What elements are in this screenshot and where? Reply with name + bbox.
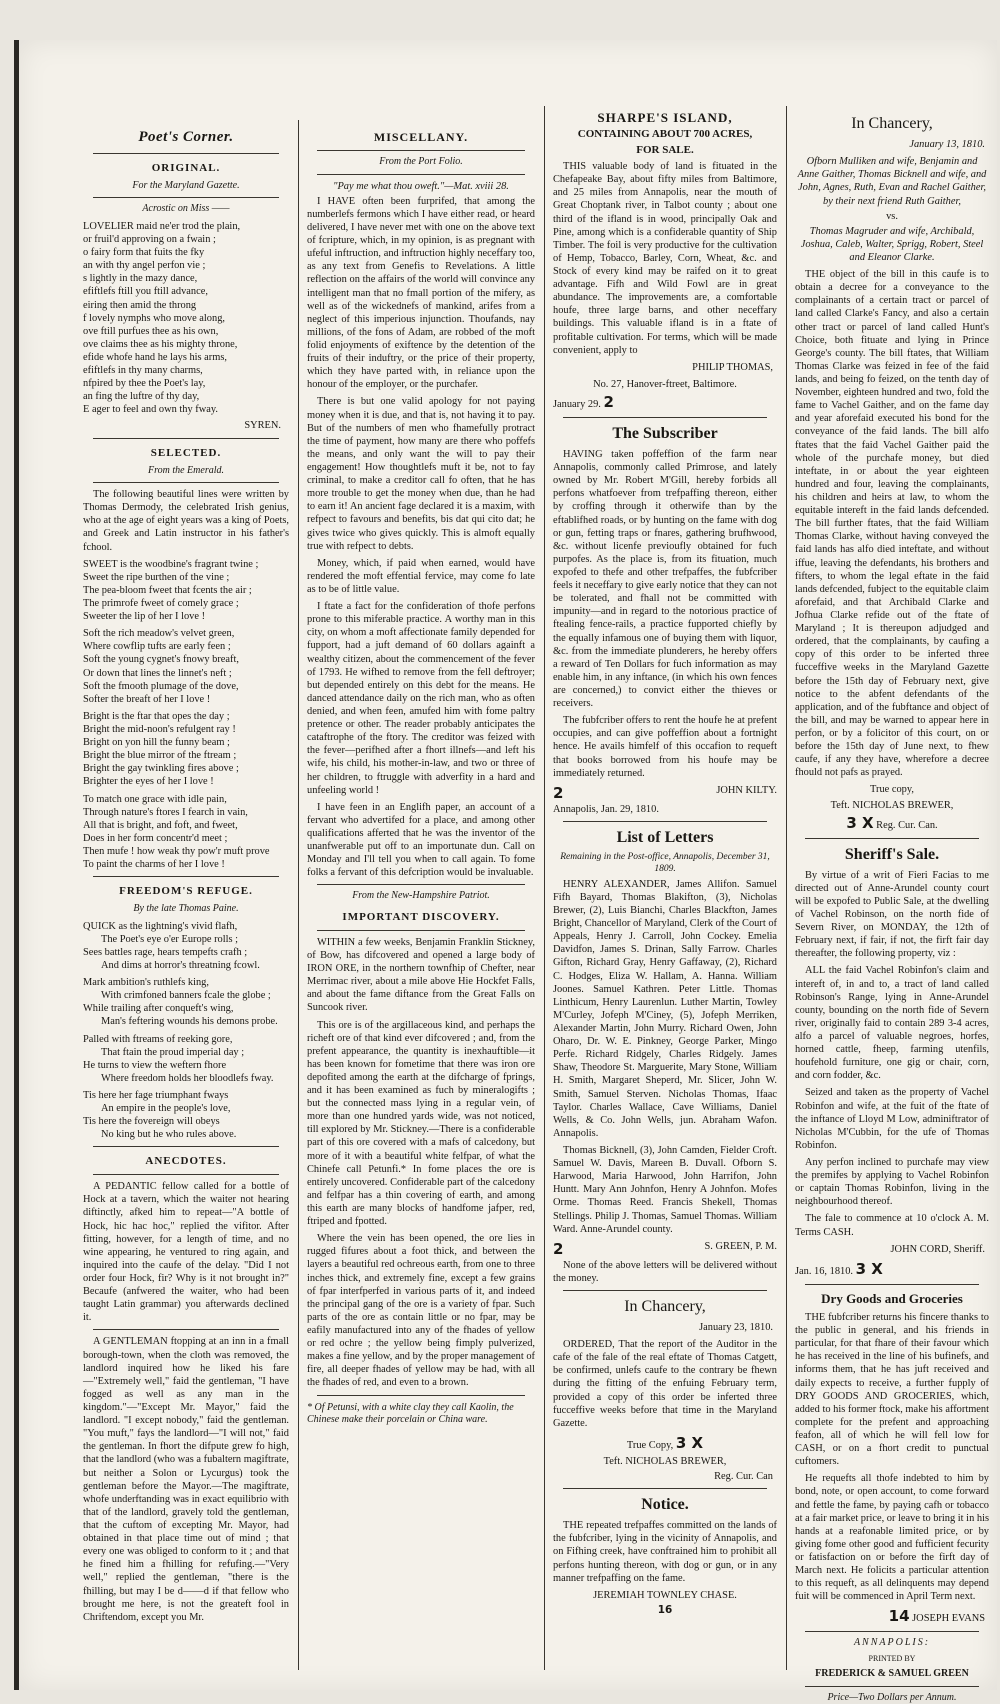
- poem-line: SWEET is the woodbine's fragrant twine ;: [83, 558, 259, 570]
- poem-line: To paint the charms of her I love !: [83, 859, 225, 871]
- letters-list: Thomas Bicknell, (3), John Camden, Fielder Croft. Samuel W. Davis, Mareen B. Duvall. Ofborn S. Harwood, Maria Harwood, John Harrifon, John Huntt. Mary Ann Johnfon, Henry A Johnfon. Mofes Orme. Thomas Reed. Francis Shekell, Thomas Stellings. Philip J. Thomas, Samuel Thomas. William Ward. Anne-Arundel county.: [553, 1145, 777, 1235]
- poets-corner-title: Poet's Corner.: [138, 129, 234, 145]
- goods-heading: Dry Goods and Groceries: [821, 1290, 963, 1306]
- subscriber-heading: The Subscriber: [612, 424, 718, 442]
- ad-text: THIS valuable body of land is fituated in the Chefapeake Bay, about fifty miles from Baltimore, and 25 miles from Annapolis, near the mouth of Great Choptank river, in Talbot county ; about one third of the ifland is in wood, principally Oak and Pine, among which is a confiderable quantity of Ship Timber. The foil is very productive for the cultivation of Hemp, Tobacco, Barley, Corn, Wheat, &c. and Stock of every kind may be raifed on it to great advantage. Fifh and Wild Fowl are in great abundance. The improvements are, a comfortable houfe, three large barns, and other neceffary buildings. This valuable ifland is in a ftate of profitable cultivation. For terms, which will be made convenient, apply to: [553, 161, 777, 356]
- poem-line: Or down that lines the linnet's neft ;: [83, 667, 232, 679]
- divider: [563, 821, 767, 822]
- divider: [317, 930, 525, 931]
- handwritten-mark: 3 X: [855, 1259, 883, 1278]
- ad-date: Jan. 16, 1810. 3 X: [795, 1259, 883, 1278]
- divider: [93, 197, 279, 198]
- divider: [805, 838, 979, 839]
- ad-signature-row: [553, 784, 777, 803]
- handwritten-mark: 14: [888, 1607, 910, 1626]
- ad-signature: PHILIP THOMAS,: [692, 361, 773, 373]
- handwritten-mark: 3 X: [846, 813, 874, 832]
- column-advertisements: [547, 108, 783, 1690]
- letters-heading: List of Letters: [616, 828, 714, 846]
- poem-signature: SYREN.: [244, 419, 281, 431]
- ad-signature: JEREMIAH TOWNLEY CHASE.: [593, 1589, 737, 1601]
- chancery-parties: Thomas Magruder and wife, Archibald, Joshua, Caleb, Walter, Sprigg, Robert, Steel and Eleanor Clarke.: [800, 225, 984, 264]
- ad-signature: JOHN CORD, Sheriff.: [890, 1243, 985, 1255]
- poem-line: Soft the rich meadow's velvet green,: [83, 628, 235, 640]
- poem-line: Bright the mid-noon's refulgent ray !: [83, 724, 236, 735]
- column-rule: [544, 106, 545, 1670]
- poem-line: Then mufe ! how weak thy pow'r muft prove: [83, 845, 270, 857]
- divider: [93, 1146, 279, 1147]
- poem-line: Soft the young cygnet's fnowy breaft,: [83, 654, 239, 666]
- divider: [93, 1174, 279, 1175]
- handwritten-mark: 16: [657, 1603, 673, 1616]
- poem-line: Man's feftering wounds his demons probe.: [101, 1016, 278, 1028]
- true-copy: True copy,: [870, 784, 914, 796]
- handwritten-mark: 2: [553, 783, 564, 802]
- column-miscellany: [301, 122, 541, 1690]
- refuge-author: By the late Thomas Paine.: [133, 903, 239, 915]
- imprint-place: ANNAPOLIS:: [853, 1637, 931, 1649]
- column-poets-corner: [77, 122, 295, 1690]
- poem-line: Does in her form concentr'd meet ;: [83, 832, 228, 844]
- divider: [93, 438, 279, 439]
- poem-line: Bright the blue mirror of the ftream ;: [83, 750, 237, 762]
- patriot-source: From the New-Hampshire Patriot.: [352, 890, 490, 902]
- divider: [317, 884, 525, 885]
- poem-line: efiftlefs ftill you ftill advance,: [83, 286, 208, 298]
- sheriff-text: The fale to commence at 10 o'clock A. M. Terms CASH.: [795, 1213, 989, 1238]
- sheriff-text: Seized and taken as the property of Vachel Robinfon and wife, at the fuit of the ftate of the inftance of Lloyd M Low, adminiftrator of Nicholas M'Cubbin, for the ufe of Thomas Robinfon.: [795, 1087, 989, 1151]
- poem-intro: The following beautiful lines were written by Thomas Dermody, the celebrated Irish genius, who at the age of eight years was a king of Poets, and Greek and Latin instructor in his father's fchool.: [83, 489, 289, 553]
- poem-line: That ftain the proud imperial day ;: [101, 1046, 245, 1058]
- divider: [93, 876, 279, 877]
- footnote: * Of Petunsi, with a white clay they call Kaolin, the Chinese make their porcelain or China ware.: [307, 1401, 514, 1426]
- poem-line: f lovely nymphs who move along,: [83, 312, 225, 324]
- refuge-heading: FREEDOM'S REFUGE.: [119, 885, 253, 898]
- divider: [317, 174, 525, 175]
- poem-line: Bright the gay twinkling fires above ;: [83, 763, 239, 775]
- poem-line: s lightly in the mazy dance,: [83, 273, 198, 285]
- poem-line: Through nature's ftores I fearch in vain,: [83, 806, 248, 818]
- sheriff-text: ALL the faid Vachel Robinfon's claim and intereft of, in and to, a tract of land called Robinson's Range, lying in Anne-Arundel county, bounding on the north fide of Severn river, originally faid to contain 289 3-4 acres, alfo a parcel of valuable negroes, horfes, horned cattle, fheep, farming utenfils, houfehold furniture, one gig or chair, corn, and corn fodder, &c.: [795, 965, 989, 1082]
- poem-line: Bright is the ftar that opes the day ;: [83, 710, 230, 722]
- ad-text: The fubfcriber offers to rent the houfe he at prefent occupies, and can give poffeffion about a fortnight hence. He avails himfelf of this occafion to requeft that books borrowed from his houfe may be immediately returned.: [553, 715, 777, 779]
- column-legal-notices: [789, 108, 995, 1703]
- original-source: For the Maryland Gazette.: [132, 179, 240, 191]
- island-heading: SHARPE'S ISLAND,: [597, 110, 733, 125]
- divider: [93, 1329, 279, 1330]
- selected-heading: SELECTED.: [150, 446, 222, 459]
- divider: [563, 1488, 767, 1489]
- ad-signature: S. GREEN, P. M.: [704, 1240, 777, 1252]
- poem-line: efiftlefs in thy many charms,: [83, 365, 203, 377]
- poem-line: Mark ambition's ruthlefs king,: [83, 977, 209, 989]
- chancery-date: January 13, 1810.: [909, 139, 985, 151]
- imprint-printed-by: PRINTED BY: [868, 1653, 916, 1663]
- poem-line: an with thy angel perfon vie ;: [83, 260, 206, 272]
- poem-line: No king but he who rules above.: [101, 1129, 237, 1141]
- poem-line: To match one grace with idle pain,: [83, 793, 227, 805]
- chancery-heading: In Chancery,: [624, 1297, 706, 1315]
- notice-text: THE repeated trefpaffes committed on the lands of the fubfcriber, lying in the vicinity of Annapolis, and on Fifhing creek, have conftrained him to prohibit all perfons hunting thereon, with dog or gun, or in any manner trefpaffing on the fame.: [553, 1520, 777, 1584]
- poem-line: Tis here her fage triumphant fways: [83, 1089, 229, 1101]
- notice-heading: Notice.: [641, 1496, 689, 1514]
- article-paragraph: I HAVE often been furprifed, that among the numberlefs fermons which I have either read, or heard delivered, I have never met with one on the above text of fcripture, which, in my opinion, is as pregnant with ufeful inftruction, and inftruction highly neceffary too, as any text from Genefis to Revelations. A little reflection on the affairs of the world will convince any intelligent man that no fmall portion of the mifery, as well as of the wickednefs of mankind, arifes from a neglect of this imperious injunction. Thoufands, nay millions, of the fons of Adam, are robbed of the moft folid enjoyments of exiftence by the detention of the fruits of their induftry, or the price of their property, which they have parted with, in reliance upon the honour of the employer, or the purchafer.: [307, 195, 535, 391]
- column-rule: [786, 106, 787, 1670]
- article-paragraph: WITHIN a few weeks, Benjamin Franklin Stickney, of Bow, has difcovered and opened a large body of IRON ORE, in the northern townfhip of Chefter, near Merrimac river, about a mile above Hie Hockfet Falls, and about the fame diftance from the Great Falls on Suncook river.: [307, 936, 535, 1014]
- divider: [805, 1686, 979, 1687]
- poem-line: eiring then amid the throng: [83, 299, 197, 311]
- poem-line: And dims at horror's threatning fcowl.: [101, 959, 260, 971]
- chancery-heading: In Chancery,: [851, 115, 933, 132]
- letters-list: HENRY ALEXANDER, James Allifon. Samuel Fifh Bayard, Thomas Blakifton, (3), Nicholas Brewer, (2), Luis Bianchi, Charles Blackfton, James Bright, Chancellor of Maryland, Clerk of the Court of Appeals, Henry J. Carroll, John Cockey. Emelia Davidfon, James S. Drinan, Sally Farrow. Charles Gifton, Richard Gray, Henry Gaffaway, (2), Richard C. Hodges, Eliza W. Hallam, A. Hanna. William Joones. Samuel Kathren. Peter Little. Thomas Linthicum, Henry Laurenlun. Luther Martin, Towley M'Curley, Jofeph M'Ciney, (5), Jofeph Merriken, Alexander Martin, John Murry. Richard Owen, John Oharo, Dr. W. E. Pinkney, George Parker, Mingo Perfe. Richard Ridgely, Charles Ridgely. James Shaw, Theodore St. Marguerite, Mary Stone, William H. Smith, Margaret Sheperd, Mr. Slicer, John W. Smith, Samuel Sterven. Nicholas Thomas, Ifaac Taylor. Charles Wallace, Cave Williams, Daniel Wells, & Co. John Wells, jun. Abraham Wafon. Annapolis.: [553, 878, 777, 1139]
- poem-sweet: [83, 558, 289, 872]
- article-paragraph: There is but one valid apology for not paying money when it is due, and that is, not having it to pay. But of the numbers of men who fhamefully protract the time of payment, how many are there who poffefs the means, and only want the will to pay their engagement! How thoughtlefs muft it be, not to fay criminal, to make a creditor call fo often, that he has more trouble to get the money when due, than he had to earn it! An ancient fage declared it is a maxim, with refpect to favours and benefits, bis dat qui cito dat; he gives twice who gives quickly. This is almoft equally true with refpect to debts.: [307, 396, 535, 552]
- poem-line: Tis here the fovereign will obeys: [83, 1116, 220, 1128]
- imprint-price: Price—Two Dollars per Annum.: [827, 1691, 957, 1703]
- poem-line: Softer the breaft of her I love !: [83, 693, 211, 705]
- epigraph: "Pay me what thou oweft."—Mat. xviii 28.: [333, 180, 509, 192]
- divider: [317, 1395, 525, 1396]
- imprint-printers: FREDERICK & SAMUEL GREEN: [815, 1667, 969, 1679]
- poem-line: The primrofe fweet of comely grace ;: [83, 598, 239, 610]
- divider: [93, 153, 279, 154]
- divider: [317, 150, 525, 151]
- registrar: Reg. Cur. Can: [714, 1470, 773, 1482]
- poem-line: He turns to view the weftern fhore: [83, 1059, 227, 1071]
- ad-signature: Teft. NICHOLAS BREWER,: [830, 799, 954, 811]
- divider: [93, 482, 279, 483]
- true-copy: True Copy, 3 X: [626, 1433, 704, 1452]
- handwritten-mark: 3 X: [675, 1433, 704, 1452]
- chancery-parties: Ofborn Mulliken and wife, Benjamin and Anne Gaither, Thomas Bicknell and wife, and John, Agnes, Ruth, Evan and Rachel Gaither, by their next friend Ruth Gaither,: [797, 156, 987, 207]
- poem-line: o fairy form that fuits the fky: [83, 247, 205, 259]
- discovery-heading: IMPORTANT DISCOVERY.: [342, 910, 500, 923]
- anecdotes-heading: ANECDOTES.: [145, 1155, 227, 1168]
- ad-signature: 14 JOSEPH EVANS: [888, 1607, 985, 1626]
- poem-refuge: [83, 920, 289, 1142]
- handwritten-mark: 2: [553, 1239, 564, 1258]
- letters-subheading: Remaining in the Post-office, Annapolis, December 31, 1809.: [560, 851, 770, 874]
- divider: [563, 1290, 767, 1291]
- poem-line: ove ftill purfues thee as his own,: [83, 325, 219, 337]
- poem-line: E ager to feel and own thy fway.: [83, 404, 218, 416]
- chancery-date: January 23, 1810.: [699, 1322, 773, 1334]
- sheriff-text: By virtue of a writ of Fieri Facias to me directed out of Anne-Arundel county court will be expofed to Public Sale, at the dwelling of Vachel Robinson, on the north fide of Severn River, on MONDAY, the 12th of February next, if fair, if not, the firft fair day thereafter, the following property, viz :: [795, 869, 989, 960]
- miscellany-heading: MISCELLANY.: [373, 130, 469, 144]
- poem-line: efide whofe hand he lays his arms,: [83, 352, 227, 364]
- poem-line: Brighter the eyes of her I love !: [83, 776, 214, 788]
- sheriff-heading: Sheriff's Sale.: [844, 845, 940, 863]
- anecdote: A GENTLEMAN ftopping at an inn in a fmall borough-town, when the cloth was removed, the landlord inquired how he liked his fare—"Extremely well," faid the gentleman, "I have fogged as well as any man in the kingdom."—"Except Mr. Mayor," faid the landlord. "I except nobody," faid the gentleman. "You muft," fays the landlord—"I will not," faid the gentleman. In fhort the difpute grew fo high, that the landlord (who was a fubaltern magiftrate, but neither a Solon or Lycurgus) took the gentleman before the Mayor.—The magiftrate, whofe underftanding was in exact equilibrio with that of the landlord, gravely told the gentleman, that the cuftom of excepting Mr. Mayor, had obtained in that place time out of mind ; that every one was obliged to conform to it ; and that he fined him a fhilling for refufing.—"Very well," replied the gentleman, "there is the fhilling, but may I be d——d if that fellow who brought me here, is not the greateft fool in Chriftendom, except you Mr.: [83, 1336, 290, 1623]
- chancery-text: ORDERED, That the report of the Auditor in the cafe of the fale of the real eftate of Thomas Catgett, be confirmed, unlefs caufe to the contrary be fhewn during the fitting of the enfuing February term, provided a copy of this order be inferted three fucceffive weeks before that time in the Maryland Gazette.: [553, 1339, 777, 1429]
- article-paragraph: Money, which, if paid when earned, would have rendered the moft effential fervice, may come fo late as to be of little value.: [307, 557, 535, 595]
- poem-line: The Poet's eye o'er Europe rolls ;: [101, 933, 239, 945]
- chancery-text: THE object of the bill in this caufe is to obtain a decree for a conveyance to the complainants of a certain tract or parcel of land called Clarke's Fancy, and also a certain other tract or parcel of land called Hunt's Choice, both fituate and lying in Prince George's county. The bill ftates, that William Thomas Clarke was feized in fee of the faid lands, and being fo feized, on the tenth day of November, eighteen hundred and two, fold the fame to Vachel Gaither, and on the fame day and year aforefaid executed his bond for the conveyance of the faid lands. The bill alfo ftates that the faid Vachel Gaither paid the whole of the purchafe money, but died inteftate, in or about the year eighteen hundred and four, leaving the complainants, his children and heirs at law, to whom the equitable intereft in the faid lands defcended. The bill further ftates, that the faid William Thomas Clarke, without having conveyed the faid lands has alfo died inteftate, and without iffue, leaving the defendants, his brothers and fifters, to whom the legal eftate in the faid lands defcended, fubject to the equitable claim aforefaid, and that Archibald Clarke and Jofhua Clarke refide out of the ftate of Maryland ; It is thereupon adjudged and ordered, that the complainants, by caufing a copy of this order to be inferted three fucceffive weeks in the Maryland Gazette before the 15th day of February next, give notice to the abfent defendants of the application, and of the fubftance and object of the bill, and may be warned to appear here in perfon, or by a folicitor of this court, on or before the 15th day of June next, to fhew caufe, if any they have, wherefore a decree fhould not pafs as prayed.: [795, 269, 989, 779]
- island-subheading: CONTAINING ABOUT 700 ACRES,: [577, 128, 753, 141]
- poem-line: nfpired by thee the Poet's lay,: [83, 378, 206, 390]
- ad-signature-row: [553, 1240, 777, 1259]
- goods-text: THE fubfcriber returns his fincere thanks to the public in general, and his friends in particular, for that fhare of their favour which he has received in the line of his bufinefs, and informs them, that he has juft received and daily expects to receive, a further fupply of DRY GOODS AND GROCERIES, which, added to his former ftock, make his affortment complete for the prefent and approaching feafon, all of which he will fell low for CASH, or on a fhort credit to punctual cuftomers.: [795, 1312, 989, 1468]
- anecdote: A PEDANTIC fellow called for a bottle of Hock at a tavern, which the waiter not hearing diftinctly, afked him to repeat—"A bottle of Hock, hic hac hoc," replied the vifitor. After fitting, however, for a length of time, and no wine appearing, he ventured to ring again, and inquired into the caufe of the delay. "Did I not order four Hock, fir? Why is it not brought in?" Becaufe (anfwered the waiter, who had been taught Latin grammar) you afterwards declined it.: [83, 1181, 289, 1324]
- poem-line: LOVELIER maid ne'er trod the plain,: [83, 220, 241, 232]
- selected-source: From the Emerald.: [147, 464, 224, 476]
- handwritten-mark: 2: [603, 392, 614, 411]
- ad-date: January 29. 2: [553, 392, 614, 411]
- poem-line: Where cowflip tufts are early feen ;: [83, 641, 231, 653]
- ad-text: HAVING taken poffeffion of the farm near Annapolis, commonly called Primrose, and lately owned by Mr. Robert M'Gill, hereby forbids all perfons whatfoever from trefpaffing thereon, either by croffing through it otherwife than by the eftablifhed roads, or by hunting on the fame with dog or gun, fetting traps or fnares, gathering brufhwood, &c. without licenfe previoufly obtained for fuch purpofes. As the place is, from its fituation, much expofed to thefe and other trefpaffes, the fubfcriber feels it neceffary to give early notice that they can not be tolerated, and fhall not be committed with impunity—and in regard to the notorious practice of ftealing fence-rails, a practice fupported chiefly by the equally infamous one of buying them with liquor, &c. from the immediate plunderers, he hereby offers a reward of Ten Dollars for fuch information as may enable him, in any inftance, (in which his own fences are concerned,) to convict either the thieves or receivers.: [553, 449, 777, 710]
- article-paragraph: I ftate a fact for the confideration of thofe perfons prone to this miferable practice. A worthy man in this city, on whom a moft affectionate family depended for fupport, had a juft demand of 60 dollars againft a wealthy citizen, about the commencement of the fever of 1793. He wifhed to remove from the fell deftroyer; but depended entirely on this debt for the means. He danced attendance daily on the rich man, who as often denied, and when feen, amufed him with fome paltry pretence or other. The reader probably anticipates the cataftrophe of the ftory. The creditor was feized with the fever—perifhed after a fhort illnefs—and left his wife, his child, his mother-in-law, and two or three of her children, to ftruggle with adverfity in a hard and unfeeling world !: [307, 601, 535, 796]
- poem-line: An empire in the people's love,: [101, 1103, 231, 1115]
- acrostic-title: Acrostic on Miss ——: [142, 203, 230, 215]
- poem-line: The pea-bloom fweet that fcents the air ;: [83, 584, 252, 596]
- poem-line: Where freedom holds her bloodlefs fway.: [101, 1072, 274, 1084]
- poem-line: All that is bright, and foft, and fweet,: [83, 819, 238, 831]
- poem-line: Sees battles rage, hears tempefts crafh ;: [83, 946, 248, 958]
- article-paragraph: I have feen in an Englifh paper, an account of a fervant who advertifed for a place, and among other qualifications afferted that he was the inventor of the unanfwerable put off to an importunate dun. Call on Monday and I'll tell you when to call again. To fome folks a fervant of this defcription would be invaluable.: [307, 801, 535, 879]
- ad-signature: JOHN KILTY.: [716, 784, 777, 796]
- column-rule: [298, 120, 299, 1670]
- divider: [563, 417, 767, 418]
- versus: vs.: [886, 210, 898, 222]
- miscellany-source: From the Port Folio.: [379, 156, 463, 168]
- poem-line: QUICK as the lightning's vivid flafh,: [83, 920, 238, 932]
- poem-line: With crimfoned banners fcale the globe ;: [101, 990, 271, 1002]
- acrostic-poem: [83, 220, 289, 417]
- poem-line: While trailing after conqueft's wing,: [83, 1003, 234, 1015]
- article-paragraph: Where the vein has been opened, the ore lies in rugged fifures about a foot thick, and between the layers a beautiful red ochreous earth, from one to three inches thick, and extremely fine, except a few grains of fpar interfperfed in various parts of it, and indeed the principal gang of the ore is a variety of fpar. Such parts of the ore as contain little or no fpar, may be eafily manufactured into any of the fhades of yellow or red ochre ; the yellow being fimply pulverized, makes a fine yellow, and by the proper management of fire, all deeper fhades of yellow may be had, with all the fhades of red, and even to a brown.: [307, 1233, 535, 1389]
- poem-line: an fing the luftre of thy day,: [83, 391, 200, 403]
- divider: [805, 1284, 979, 1285]
- ad-signature: Teft. NICHOLAS BREWER,: [603, 1455, 727, 1467]
- goods-text: He requefts all thofe indebted to him by bond, note, or open account, to come forward and fettle the fame, by paying cafh or tobacco at a fair market price, or leave to bring it in his hands at a reafonable limited price, or by giving fome other good and fufficient fecurity or fatisfaction on or before the firft day of March next. He folicits a particular attention to this requeft, as all delinquents may depend fuit will be commenced in April Term next.: [795, 1473, 989, 1603]
- poem-line: Sweeter the lip of her I love !: [83, 611, 206, 623]
- ad-date: Annapolis, Jan. 29, 1810.: [553, 803, 659, 815]
- registrar-row: 3 X Reg. Cur. Can.: [846, 813, 938, 832]
- island-for-sale: FOR SALE.: [636, 144, 694, 157]
- poem-line: Palled with ftreams of reeking gore,: [83, 1033, 233, 1045]
- poem-line: Soft the fmooth plumage of the dove,: [83, 680, 239, 692]
- poem-line: Bright on yon hill the funny beam ;: [83, 737, 230, 749]
- poem-line: Sweet the ripe burthen of the vine ;: [83, 571, 230, 583]
- poem-line: or fruil'd approving on a fwain ;: [83, 234, 216, 246]
- newspaper-page: [14, 40, 997, 1703]
- divider: [805, 1631, 979, 1632]
- poem-line: ove claims thee as his mighty throne,: [83, 338, 238, 350]
- sheriff-text: Any perfon inclined to purchafe may view the premifes by applying to Vachel Robinfon or captain Thomas Robinfon, living in the neighbourhood thereof.: [795, 1156, 989, 1208]
- original-heading: ORIGINAL.: [151, 161, 221, 174]
- letters-note: None of the above letters will be delivered without the money.: [553, 1259, 777, 1284]
- article-paragraph: This ore is of the argillaceous kind, and perhaps the richeft ore of that kind ever difcovered ; and, from the prefent appearance, the quantity is inexhauftible—it has been known for fometime that there was iron ore depofited among the earth at the difcharge of fprings, and it has been examined as fuch by mineralogifts ; but the connected mass lying in a regular vein, of more than one hundred yards wide, was not noticed, till explored by Mr. Stickney.—There is a confiderable part of this ore covered with a mafs of calcedony, but more of it with a beautiful white felfpar, of what the Chinefe call Petunfi.* In fome places the ore is entirely uncovered. Confiderable part of the calcedony and felfpar has a thin covering of earth, and among this earth are many blocks of handfome jafper, red, ftriped and fpotted.: [307, 1019, 535, 1228]
- ad-address: No. 27, Hanover-ftreet, Baltimore.: [593, 378, 737, 390]
